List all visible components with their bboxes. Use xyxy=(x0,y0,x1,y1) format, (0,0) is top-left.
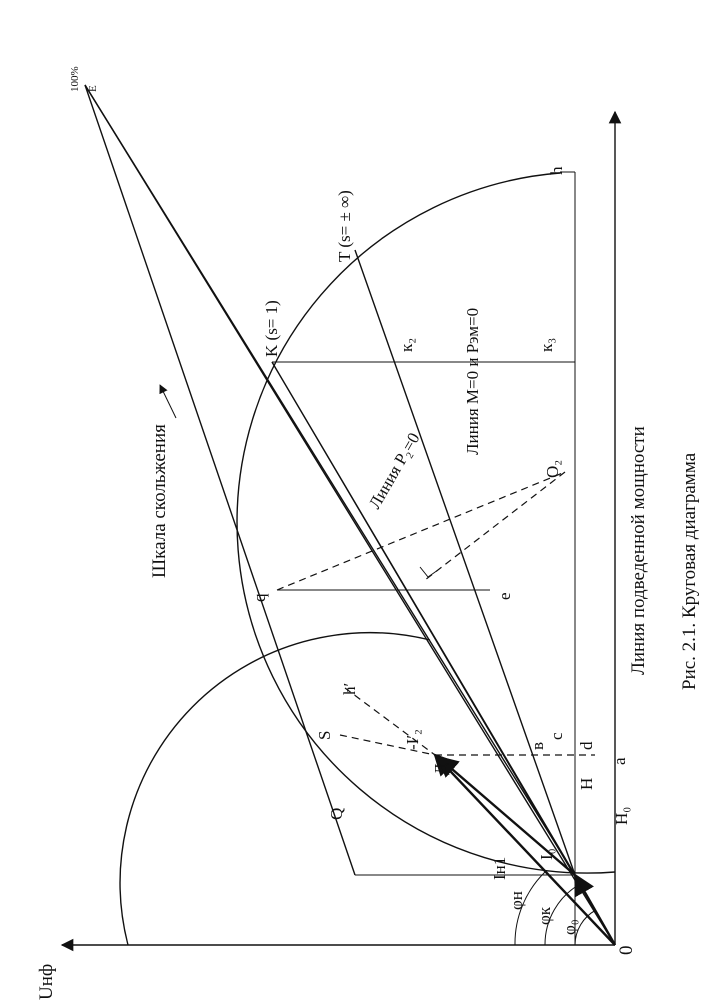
label-point-e: E xyxy=(87,85,99,92)
label-point-c: c xyxy=(547,732,566,740)
label-point-h-prime: h′ xyxy=(340,682,359,695)
label-in1: Iн1 xyxy=(490,856,509,880)
label-line-m-zero: Линия M=0 и Pэм=0 xyxy=(463,307,482,455)
label-voltage-axis: Uнф xyxy=(36,963,57,1000)
small-circle xyxy=(120,633,430,945)
slip-scale-line xyxy=(85,85,355,875)
label-point-t: T (s= ± ∞) xyxy=(335,190,354,262)
label-phi-n: φн xyxy=(507,891,526,910)
dashed-q-o2 xyxy=(277,472,565,590)
label-point-a: a xyxy=(610,757,629,765)
label-point-o2: O₂ xyxy=(543,459,562,478)
slip-scale-arrow xyxy=(160,385,176,418)
right-angle-mark xyxy=(420,567,438,577)
label-point-e-lower: e xyxy=(495,592,514,600)
label-point-k3: к₃ xyxy=(537,337,556,352)
vector-k xyxy=(272,362,615,945)
label-point-h-upper: H xyxy=(577,777,596,790)
label-100-percent: 100% xyxy=(69,66,81,92)
label-phi-k: φк xyxy=(535,906,554,925)
dashed-o2-e xyxy=(425,472,565,580)
label-point-q: q xyxy=(250,593,269,602)
main-circle xyxy=(237,173,615,873)
label-supplied-power-line: Линия подведенной мощности xyxy=(628,426,649,675)
label-point-b: в xyxy=(528,741,547,750)
label-point-q-upper: Q xyxy=(327,807,346,820)
label-point-d-lower: d xyxy=(577,741,596,750)
label-point-h: h xyxy=(547,166,566,175)
label-i0: I₀ xyxy=(537,848,556,860)
label-minus-i2: -I′₂ xyxy=(403,729,422,750)
label-point-h0: H₀ xyxy=(612,806,631,825)
label-phi-0: φ₀ xyxy=(560,919,579,935)
label-point-k2: к₂ xyxy=(397,337,416,352)
label-point-s: S xyxy=(315,730,334,740)
label-point-d: Д xyxy=(431,763,450,775)
caption: Рис. 2.1. Круговая диаграмма xyxy=(679,452,700,690)
label-origin: 0 xyxy=(616,945,637,955)
label-slip-scale: Шкала скольжения xyxy=(149,424,170,578)
label-line-p2-zero: Линия P₂=0 xyxy=(365,429,424,512)
label-point-k: K (s= 1) xyxy=(262,300,281,357)
